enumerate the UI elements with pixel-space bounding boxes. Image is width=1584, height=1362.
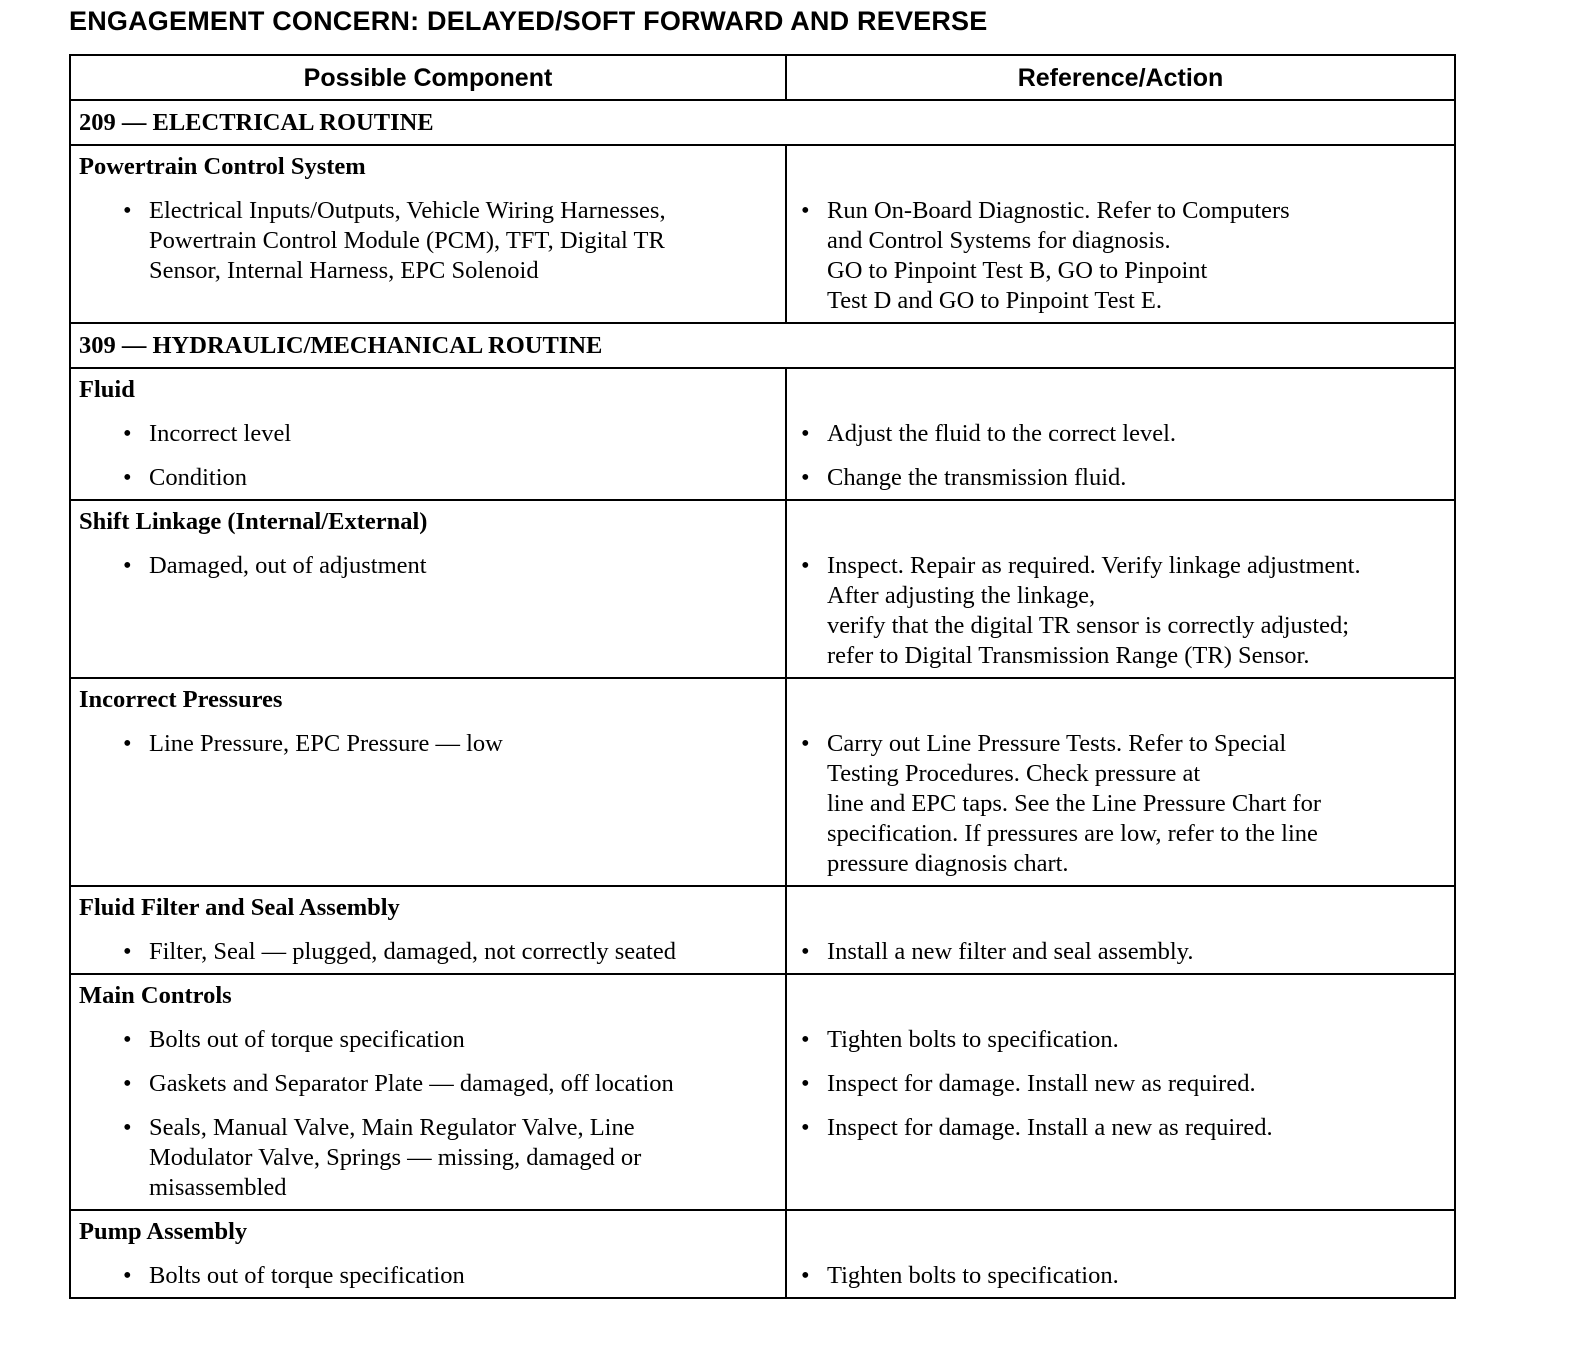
text-line: Inspect. Repair as required. Verify linkage adjustment.	[827, 552, 1361, 579]
text-line: Sensor, Internal Harness, EPC Solenoid	[149, 257, 539, 284]
action-item	[795, 196, 1446, 316]
text-line: Carry out Line Pressure Tests. Refer to Special	[827, 730, 1287, 757]
table-row	[70, 886, 1455, 974]
document-title: ENGAGEMENT CONCERN: DELAYED/SOFT FORWARD AND REVERSE	[69, 6, 988, 36]
table-row	[70, 678, 1455, 886]
action-item	[795, 463, 1446, 493]
component-group-title: Shift Linkage (Internal/External)	[79, 508, 428, 535]
action-spacer	[795, 981, 1446, 1025]
text-line: Electrical Inputs/Outputs, Vehicle Wiring Harnesses,	[149, 197, 666, 224]
bullet-icon: •	[123, 938, 132, 965]
column-header-possible-component: Possible Component	[70, 55, 786, 100]
text-line: Filter, Seal — plugged, damaged, not correctly seated	[149, 938, 676, 965]
component-item	[79, 1025, 777, 1055]
text-line: refer to Digital Transmission Range (TR) Sensor.	[827, 642, 1310, 669]
action-spacer	[795, 1217, 1446, 1261]
component-cell	[70, 886, 786, 974]
bullet-icon: •	[801, 1026, 810, 1053]
text-line: verify that the digital TR sensor is correctly adjusted;	[827, 612, 1350, 639]
component-group-title: Fluid	[79, 376, 135, 403]
text-line: Tighten bolts to specification.	[827, 1262, 1119, 1289]
table-row	[70, 145, 1455, 323]
table-row	[70, 974, 1455, 1210]
action-item	[795, 1069, 1446, 1099]
section-heading-row	[70, 323, 1455, 368]
section-heading-row	[70, 100, 1455, 145]
bullet-icon: •	[123, 1114, 132, 1141]
component-item	[79, 1113, 777, 1203]
component-group-title: Powertrain Control System	[79, 153, 366, 180]
action-cell	[786, 368, 1455, 500]
bullet-icon: •	[123, 730, 132, 757]
bullet-icon: •	[123, 552, 132, 579]
table-row	[70, 500, 1455, 678]
action-cell	[786, 500, 1455, 678]
component-item	[79, 419, 777, 449]
action-spacer	[795, 375, 1446, 419]
component-cell	[70, 368, 786, 500]
component-cell	[70, 1210, 786, 1298]
component-cell	[70, 678, 786, 886]
text-line: line and EPC taps. See the Line Pressure Chart for	[827, 790, 1321, 817]
action-spacer	[795, 152, 1446, 196]
text-line: Run On-Board Diagnostic. Refer to Computers	[827, 197, 1290, 224]
text-line: GO to Pinpoint Test B, GO to Pinpoint	[827, 257, 1208, 284]
text-line: misassembled	[149, 1174, 287, 1201]
text-line: Test D and GO to Pinpoint Test E.	[827, 287, 1163, 314]
text-line: Incorrect level	[149, 420, 292, 447]
bullet-icon: •	[801, 1114, 810, 1141]
column-header-reference-action: Reference/Action	[786, 55, 1455, 100]
bullet-icon: •	[801, 464, 810, 491]
bullet-icon: •	[801, 552, 810, 579]
action-cell	[786, 678, 1455, 886]
action-cell	[786, 886, 1455, 974]
text-line: pressure diagnosis chart.	[827, 850, 1069, 877]
component-group-title: Pump Assembly	[79, 1218, 248, 1245]
component-cell	[70, 145, 786, 323]
text-line: Adjust the fluid to the correct level.	[827, 420, 1177, 447]
component-item	[79, 937, 777, 967]
table-header-row	[70, 55, 1455, 100]
action-cell	[786, 145, 1455, 323]
text-line: Bolts out of torque specification	[149, 1026, 465, 1053]
text-line: Bolts out of torque specification	[149, 1262, 465, 1289]
section-heading: 209 — ELECTRICAL ROUTINE	[70, 100, 1455, 145]
action-item	[795, 1261, 1446, 1291]
bullet-icon: •	[801, 1262, 810, 1289]
action-item	[795, 551, 1446, 671]
text-line: Modulator Valve, Springs — missing, damaged or	[149, 1144, 642, 1171]
diagnosis-table	[69, 54, 1456, 1299]
bullet-icon: •	[123, 1070, 132, 1097]
bullet-icon: •	[801, 938, 810, 965]
action-item	[795, 729, 1446, 879]
text-line: Install a new filter and seal assembly.	[827, 938, 1194, 965]
text-line: After adjusting the linkage,	[827, 582, 1096, 609]
section-heading: 309 — HYDRAULIC/MECHANICAL ROUTINE	[70, 323, 1455, 368]
component-item	[79, 729, 777, 879]
action-item	[795, 1113, 1446, 1203]
text-line: Inspect for damage. Install new as required.	[827, 1070, 1256, 1097]
text-line: Testing Procedures. Check pressure at	[827, 760, 1201, 787]
table-row	[70, 1210, 1455, 1298]
action-spacer	[795, 893, 1446, 937]
text-line: and Control Systems for diagnosis.	[827, 227, 1171, 254]
bullet-icon: •	[801, 197, 810, 224]
text-line: specification. If pressures are low, refer to the line	[827, 820, 1318, 847]
component-cell	[70, 974, 786, 1210]
text-line: Change the transmission fluid.	[827, 464, 1127, 491]
component-item	[79, 551, 777, 671]
text-line: Seals, Manual Valve, Main Regulator Valve, Line	[149, 1114, 635, 1141]
bullet-icon: •	[801, 420, 810, 447]
table-row	[70, 368, 1455, 500]
action-spacer	[795, 507, 1446, 551]
component-item	[79, 463, 777, 493]
text-line: Condition	[149, 464, 248, 491]
action-cell	[786, 974, 1455, 1210]
text-line: Gaskets and Separator Plate — damaged, off location	[149, 1070, 674, 1097]
text-line: Damaged, out of adjustment	[149, 552, 427, 579]
component-group-title: Main Controls	[79, 982, 232, 1009]
action-item	[795, 937, 1446, 967]
text-line: Powertrain Control Module (PCM), TFT, Digital TR	[149, 227, 665, 254]
table-body	[70, 100, 1455, 1298]
bullet-icon: •	[123, 1262, 132, 1289]
bullet-icon: •	[801, 1070, 810, 1097]
component-group-title: Fluid Filter and Seal Assembly	[79, 894, 400, 921]
bullet-icon: •	[801, 730, 810, 757]
component-cell	[70, 500, 786, 678]
action-item	[795, 419, 1446, 449]
component-item	[79, 1261, 777, 1291]
text-line: Tighten bolts to specification.	[827, 1026, 1119, 1053]
text-line: Line Pressure, EPC Pressure — low	[149, 730, 503, 757]
bullet-icon: •	[123, 420, 132, 447]
bullet-icon: •	[123, 197, 132, 224]
text-line: Inspect for damage. Install a new as required.	[827, 1114, 1273, 1141]
bullet-icon: •	[123, 464, 132, 491]
action-spacer	[795, 685, 1446, 729]
action-item	[795, 1025, 1446, 1055]
bullet-icon: •	[123, 1026, 132, 1053]
component-group-title: Incorrect Pressures	[79, 686, 283, 713]
action-cell	[786, 1210, 1455, 1298]
component-item	[79, 1069, 777, 1099]
component-item	[79, 196, 777, 316]
